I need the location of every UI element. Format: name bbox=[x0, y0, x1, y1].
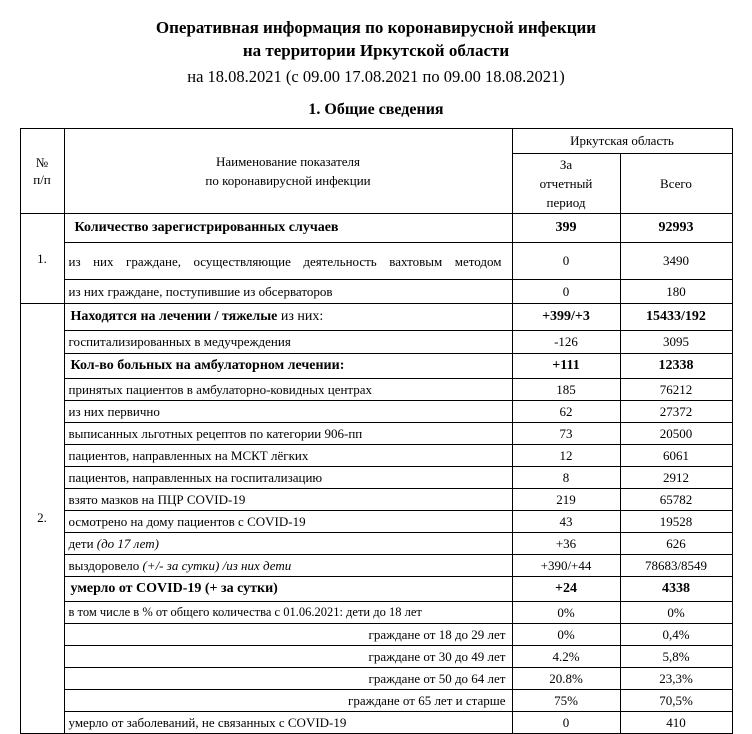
row-total-value: 12338 bbox=[620, 354, 732, 379]
header-indicator-line2: по коронавирусной инфекции bbox=[205, 173, 371, 188]
row-total-value: 6061 bbox=[620, 445, 732, 467]
table-row bbox=[20, 280, 732, 304]
table-row bbox=[20, 214, 732, 243]
row-period-value: +24 bbox=[512, 577, 620, 602]
table-row bbox=[20, 668, 732, 690]
row-label-bold: Находятся на лечении bbox=[70, 309, 212, 324]
row-period-value: 8 bbox=[512, 467, 620, 489]
table-row bbox=[20, 555, 732, 577]
table-row bbox=[20, 467, 732, 489]
row-label-main: выздоровело bbox=[68, 557, 143, 573]
row-label: умерло от COVID-19 (+ за сутки) bbox=[64, 577, 512, 602]
row-total-value: 78683/8549 bbox=[620, 555, 732, 577]
row-label: из них первично bbox=[64, 401, 512, 423]
row-total-value: 0,4% bbox=[620, 624, 732, 646]
row-total-value: 0% bbox=[620, 602, 732, 624]
row-period-value: 219 bbox=[512, 489, 620, 511]
row-label: граждане от 65 лет и старше bbox=[64, 690, 512, 712]
row-label-italic: (+/- за сутки) /из них дети bbox=[142, 557, 292, 573]
table-row bbox=[20, 511, 732, 533]
header-cell-total: Всего bbox=[620, 154, 732, 214]
row-period-value: 185 bbox=[512, 379, 620, 401]
row-label bbox=[64, 555, 512, 577]
row-total-value: 20500 bbox=[620, 423, 732, 445]
row-period-value: 399 bbox=[512, 214, 620, 243]
row-period-value: +111 bbox=[512, 354, 620, 379]
table-row bbox=[20, 445, 732, 467]
row-period-value: 75% bbox=[512, 690, 620, 712]
row-number: 2. bbox=[20, 304, 64, 734]
row-label: граждане от 18 до 29 лет bbox=[64, 624, 512, 646]
row-total-value: 2912 bbox=[620, 467, 732, 489]
table-row bbox=[20, 646, 732, 668]
row-period-value: 0% bbox=[512, 602, 620, 624]
row-period-value: 20.8% bbox=[512, 668, 620, 690]
table-header-row-region bbox=[20, 129, 732, 154]
row-period-value: 0 bbox=[512, 243, 620, 280]
row-period-value: +399/+3 bbox=[512, 304, 620, 331]
title-date-range: на 18.08.2021 (с 09.00 17.08.2021 по 09.00 18.08.2021) bbox=[187, 67, 565, 86]
row-period-value: 43 bbox=[512, 511, 620, 533]
row-label bbox=[64, 533, 512, 555]
row-total-value: 180 bbox=[620, 280, 732, 304]
row-label: пациентов, направленных на госпитализацию bbox=[64, 467, 512, 489]
table-row bbox=[20, 577, 732, 602]
table-row bbox=[20, 304, 732, 331]
table-row bbox=[20, 533, 732, 555]
row-label-main: дети bbox=[68, 535, 97, 551]
row-total-value: 27372 bbox=[620, 401, 732, 423]
row-label: Количество зарегистрированных случаев bbox=[64, 214, 512, 243]
table-row bbox=[20, 624, 732, 646]
row-period-value: +36 bbox=[512, 533, 620, 555]
header-cell-period bbox=[512, 154, 620, 214]
table-row bbox=[20, 379, 732, 401]
general-info-table bbox=[20, 128, 733, 734]
row-label: в том числе в % от общего количества с 01.06.2021: дети до 18 лет bbox=[64, 602, 512, 624]
header-period-line1: За bbox=[559, 157, 573, 172]
header-number-line2: п/п bbox=[33, 172, 51, 187]
header-cell-number bbox=[20, 129, 64, 214]
table-row bbox=[20, 690, 732, 712]
row-label: граждане от 50 до 64 лет bbox=[64, 668, 512, 690]
row-label: госпитализированных в медучреждения bbox=[64, 331, 512, 354]
table-row bbox=[20, 354, 732, 379]
row-total-value: 70,5% bbox=[620, 690, 732, 712]
table-row bbox=[20, 243, 732, 280]
row-total-value: 15433/192 bbox=[620, 304, 732, 331]
row-total-value: 410 bbox=[620, 712, 732, 734]
table-row bbox=[20, 712, 732, 734]
title-line-1: Оперативная информация по коронавирусной инфекции bbox=[155, 18, 597, 37]
row-number: 1. bbox=[20, 214, 64, 304]
row-total-value: 19528 bbox=[620, 511, 732, 533]
title-line-2: на территории Иркутской области bbox=[242, 41, 510, 60]
row-total-value: 65782 bbox=[620, 489, 732, 511]
row-label: из них граждане, поступившие из обсерваторов bbox=[64, 280, 512, 304]
row-period-value: 12 bbox=[512, 445, 620, 467]
header-indicator-line1: Наименование показателя bbox=[215, 154, 361, 169]
row-total-value: 76212 bbox=[620, 379, 732, 401]
document-header bbox=[0, 0, 752, 89]
row-label: взято мазков на ПЦР COVID-19 bbox=[64, 489, 512, 511]
row-period-value: 4.2% bbox=[512, 646, 620, 668]
row-total-value: 5,8% bbox=[620, 646, 732, 668]
table-row bbox=[20, 401, 732, 423]
row-label: умерло от заболеваний, не связанных с COVID-19 bbox=[64, 712, 512, 734]
section-title: 1. Общие сведения bbox=[308, 101, 444, 118]
header-cell-region: Иркутская область bbox=[512, 129, 732, 154]
row-total-value: 626 bbox=[620, 533, 732, 555]
row-label: Кол-во больных на амбулаторном лечении: bbox=[64, 354, 512, 379]
table-row bbox=[20, 423, 732, 445]
row-label: осмотрено на дому пациентов с COVID-19 bbox=[64, 511, 512, 533]
row-label: граждане от 30 до 49 лет bbox=[64, 646, 512, 668]
row-label-tail: из них: bbox=[280, 309, 324, 324]
row-period-value: +390/+44 bbox=[512, 555, 620, 577]
row-total-value: 3490 bbox=[620, 243, 732, 280]
row-period-value: 0% bbox=[512, 624, 620, 646]
row-label: выписанных льготных рецептов по категории 906-пп bbox=[64, 423, 512, 445]
table-row bbox=[20, 489, 732, 511]
row-period-value: 62 bbox=[512, 401, 620, 423]
header-number-line1: № bbox=[35, 155, 49, 170]
row-label-italic: (до 17 лет) bbox=[96, 535, 159, 551]
header-cell-indicator bbox=[64, 129, 512, 214]
row-total-value: 3095 bbox=[620, 331, 732, 354]
header-period-line2: отчетный bbox=[539, 176, 593, 191]
row-period-value: 0 bbox=[512, 712, 620, 734]
row-label-mid: / тяжелые bbox=[211, 309, 281, 324]
header-period-line3: период bbox=[546, 195, 586, 210]
row-label bbox=[64, 304, 512, 331]
row-period-value: 0 bbox=[512, 280, 620, 304]
row-period-value: 73 bbox=[512, 423, 620, 445]
table-row bbox=[20, 331, 732, 354]
row-label: из них граждане, осуществляющие деятельность вахтовым методом bbox=[64, 243, 512, 280]
row-period-value: -126 bbox=[512, 331, 620, 354]
table-row bbox=[20, 602, 732, 624]
row-total-value: 92993 bbox=[620, 214, 732, 243]
row-label: принятых пациентов в амбулаторно-ковидных центрах bbox=[64, 379, 512, 401]
row-total-value: 23,3% bbox=[620, 668, 732, 690]
row-label: пациентов, направленных на МСКТ лёгких bbox=[64, 445, 512, 467]
row-total-value: 4338 bbox=[620, 577, 732, 602]
